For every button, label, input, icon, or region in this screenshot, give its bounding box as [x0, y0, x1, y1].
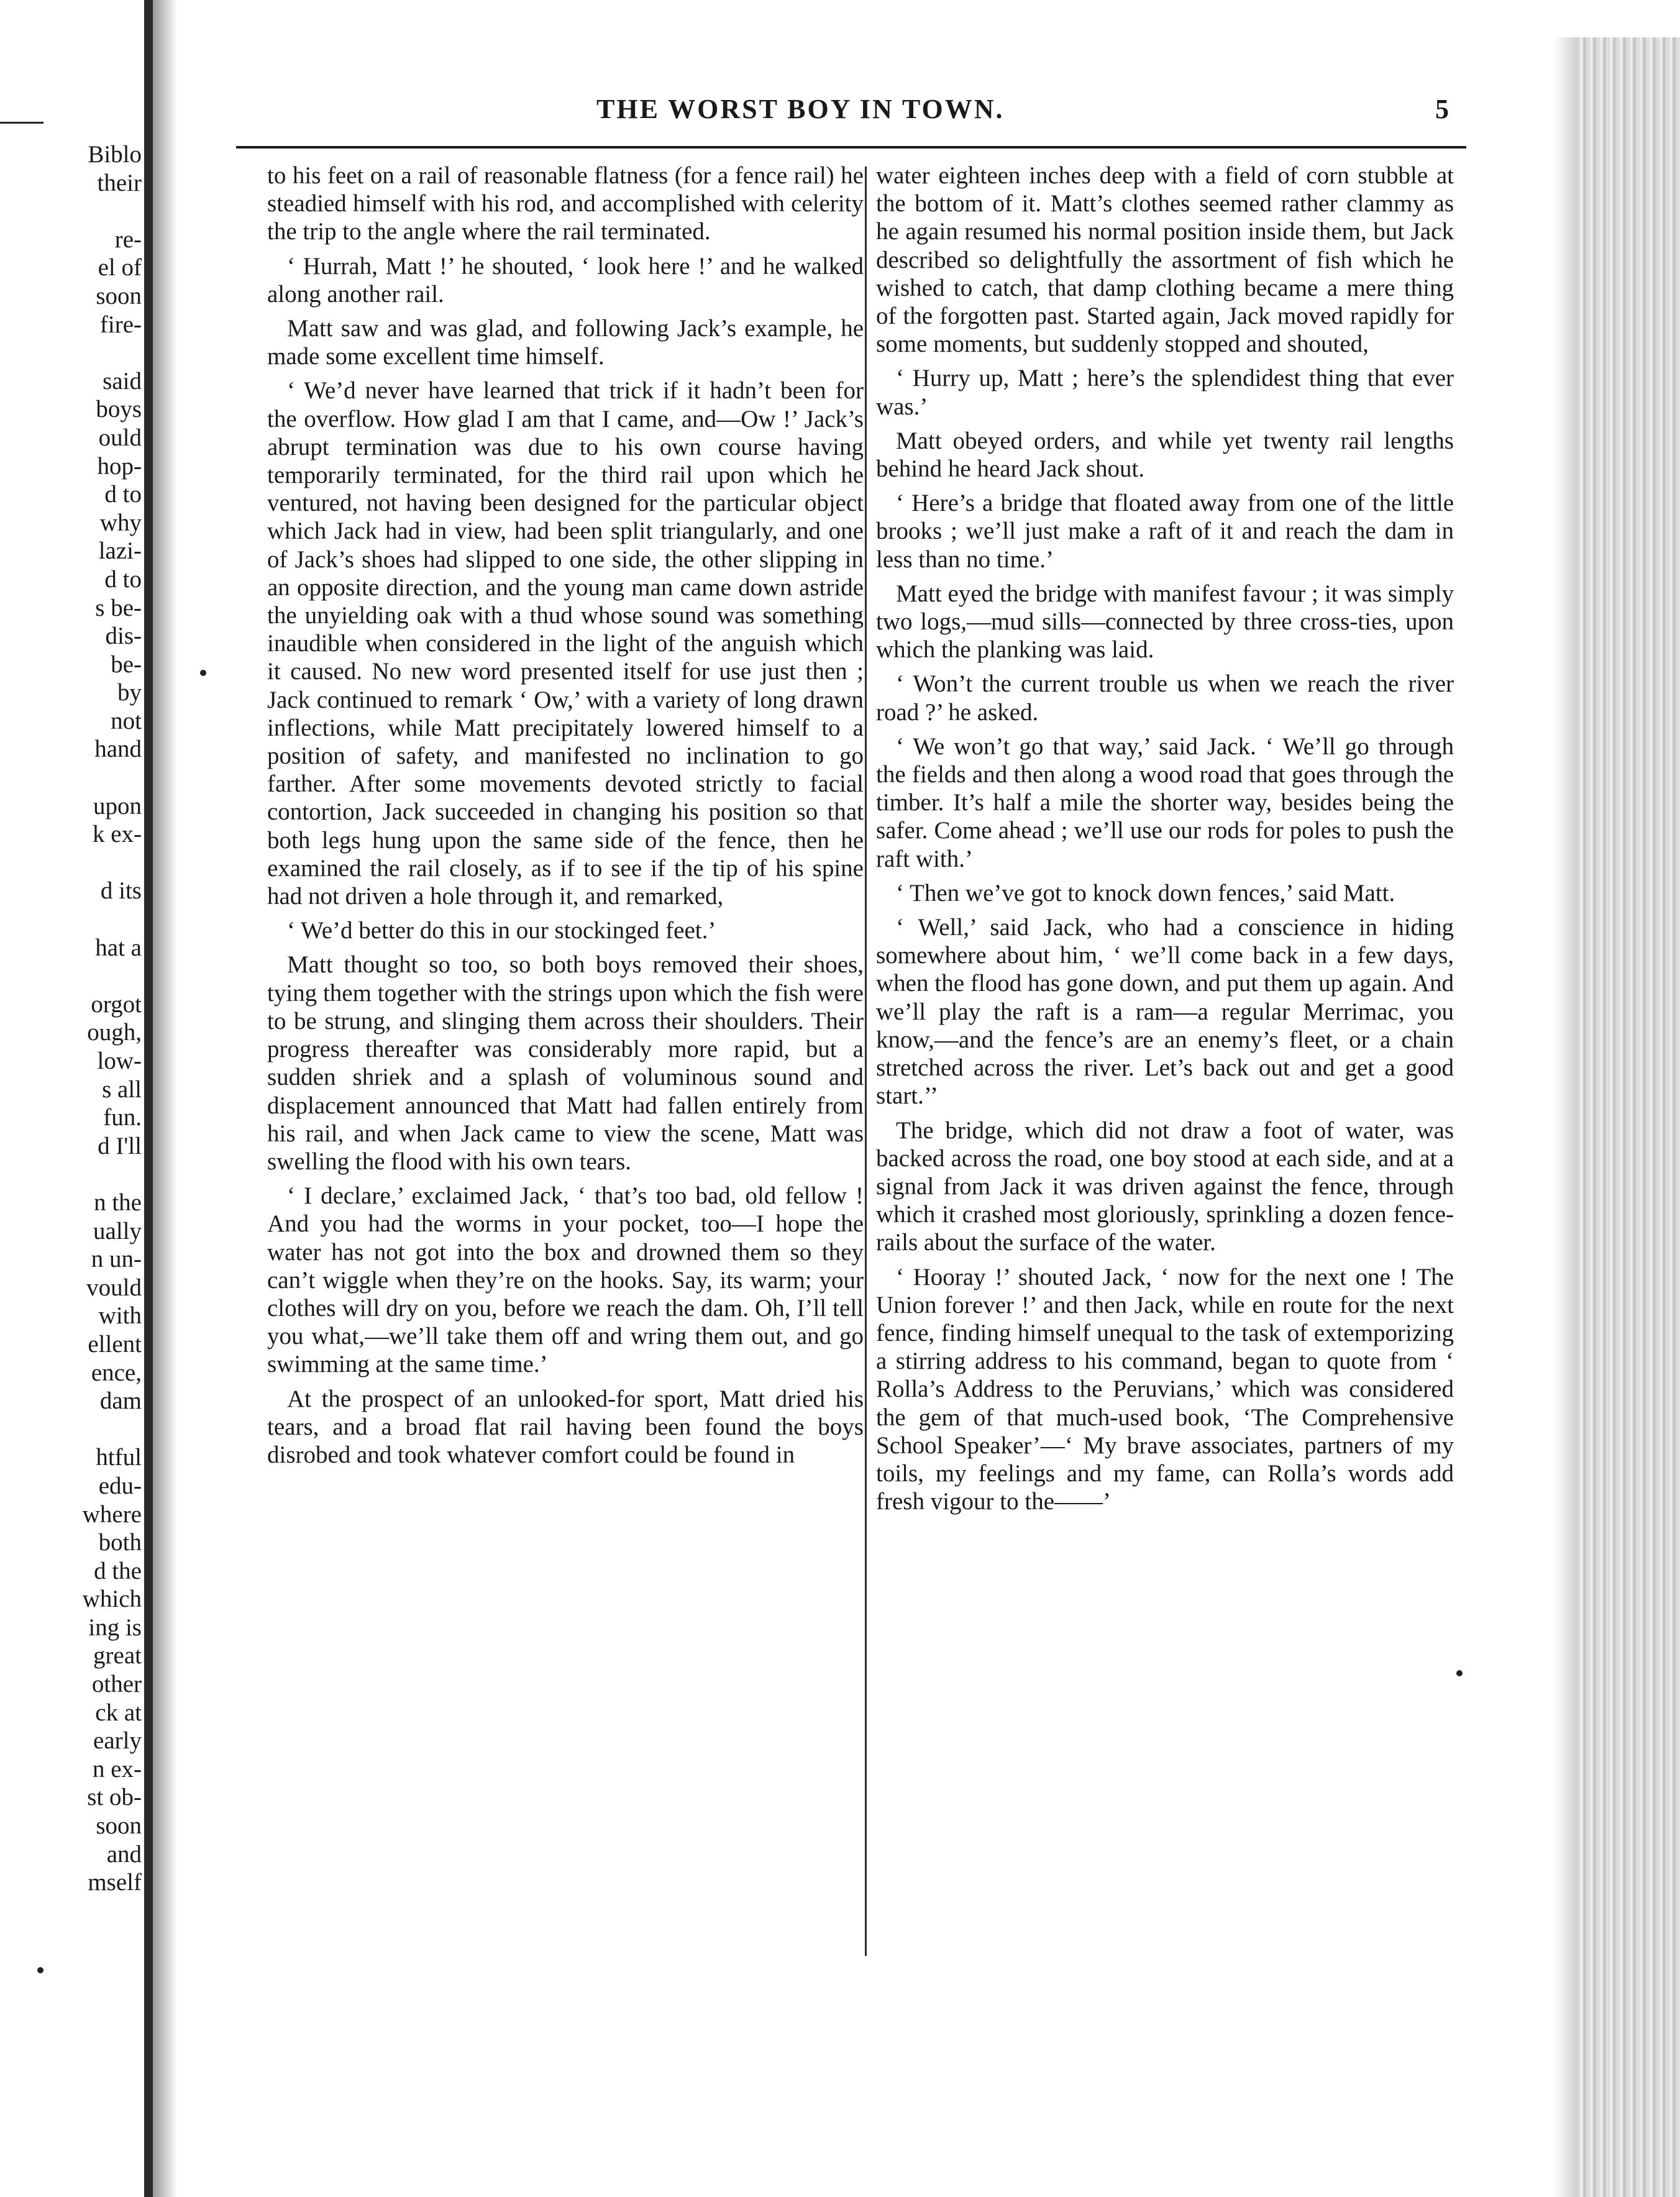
facing-page-line: ough, [87, 1019, 142, 1046]
facing-page-rule [0, 122, 43, 124]
facing-page-line: soon [96, 1812, 142, 1840]
facing-page-line: orgot [91, 990, 142, 1018]
print-speck [37, 1967, 43, 1973]
left-column [267, 162, 864, 1475]
paragraph: The bridge, which did not draw a foot of water, was backed across the road, one boy stood at each side, and at a signal from Jack it was driven against the fence, through which it crashed most gloriously, sprinkling a dozen fence-rails about the surface of the water. [876, 1117, 1454, 1256]
facing-page-line: dis- [105, 623, 142, 650]
right-column [876, 162, 1454, 1522]
facing-page-line: not [111, 707, 142, 734]
facing-page-line: d its [100, 877, 142, 905]
facing-page-line [0, 1415, 142, 1444]
facing-page-line: hop- [97, 452, 142, 480]
facing-page-line [0, 339, 142, 367]
paragraph: ‘ Then we’ve got to knock down fences,’ said Matt. [896, 879, 1395, 907]
paragraph: ‘ Hurry up, Matt ; here’s the splendidest thing that ever was.’ [876, 365, 1454, 420]
paragraph: ‘ Here’s a bridge that floated away from one of the little brooks ; we’ll just make a raft of it and reach the dam in less than no time.’ [876, 490, 1454, 573]
facing-page-line: why [99, 509, 142, 536]
page-edges [1578, 37, 1680, 2197]
gutter-shadow [153, 0, 178, 2197]
facing-page-line: soon [96, 282, 142, 309]
paragraph: water eighteen inches deep with a field of corn stubble at the bottom of it. Matt’s clothes seemed rather clammy as he again resumed his normal position inside them, but Jack described so delightfully the assortment of fish which he wished to catch, that damp clothing became a mere thing of the forgotten past. Started again, Jack moved rapidly for some moments, but suddenly stopped and shouted, [876, 162, 1454, 358]
running-title: THE WORST BOY IN TOWN. [596, 94, 1005, 124]
facing-page-line: upon [93, 792, 142, 820]
facing-page-line: said [103, 367, 142, 395]
paragraph: ‘ Well,’ said Jack, who had a conscience in hiding somewhere about him, ‘ we’ll come back in a few days, when the flood has gone down, and put them up again. And we’ll play the raft is a ram—a regular Merrimac, you know,—and the fence’s are an enemy’s fleet, or a chain stretched across the river. Let’s back out and get a good start.’’ [876, 914, 1454, 1110]
facing-page-line: fun. [103, 1104, 142, 1131]
facing-page-line: with [98, 1302, 142, 1330]
print-speck [200, 670, 206, 676]
facing-page-line: edu- [98, 1472, 142, 1499]
facing-page-line: n ex- [92, 1755, 142, 1783]
paragraph: Matt eyed the bridge with manifest favour ; it was simply two logs,—mud sills—connected by three cross-ties, upon which the planking was laid. [876, 580, 1454, 664]
paragraph: ‘ We’d never have learned that trick if it hadn’t been for the overflow. How glad I am that I came, and—Ow !’ Jack’s abrupt termination was due to his own course having temporarily terminated, for the third rail upon which he ventured, not having been designed for the particular object which Jack had in view, had been split triangularly, and one of Jack’s shoes had slipped to one side, the other slipping in an opposite direction, and the young man came down astride the unyielding oak with a thud whose sound was something inaudible when considered in the light of the anguish which it caused. No new word presented itself for use just then ; Jack continued to remark ‘ Ow,’ with a variety of long drawn inflections, while Matt precipitately lowered himself to a position of safety, and manifested no inclination to go farther. After some movements devoted strictly to facial contortion, Jack succeeded in changing his position so that both legs hung upon the same side of the fence, then he examined the rail closely, as if to see if the tip of his spine had not driven a hole through it, and remarked, [267, 377, 864, 910]
facing-page-line: ing is [88, 1614, 142, 1641]
facing-page-line: where [82, 1500, 142, 1528]
print-speck [1456, 1670, 1463, 1676]
facing-page-line [0, 764, 142, 792]
paragraph: Matt obeyed orders, and while yet twenty rail lengths behind he heard Jack shout. [876, 427, 1454, 483]
facing-page-line: d I'll [98, 1132, 142, 1159]
facing-page-line: re- [114, 226, 142, 253]
facing-page-line: ck at [95, 1699, 142, 1726]
facing-page-line: s all [102, 1076, 142, 1103]
facing-page-line: other [91, 1671, 142, 1698]
facing-page-line: Biblo [88, 141, 142, 168]
facing-page-line: ould [98, 424, 142, 451]
facing-page-line [0, 197, 142, 226]
facing-page-line: great [93, 1642, 142, 1669]
page-number: 5 [1435, 94, 1449, 124]
facing-page-text [0, 140, 142, 1897]
facing-page-line: vould [86, 1274, 142, 1301]
facing-page-line: which [82, 1586, 142, 1613]
facing-page-line: be- [111, 651, 142, 678]
facing-page-line: and [106, 1840, 142, 1868]
facing-page-line [0, 905, 142, 934]
facing-page-line: hat a [95, 934, 142, 961]
facing-page-line: ually [93, 1217, 142, 1245]
facing-page-line: n un- [91, 1246, 142, 1273]
facing-page-line: htful [96, 1444, 142, 1471]
facing-page-line [0, 849, 142, 877]
paragraph: ‘ We won’t go that way,’ said Jack. ‘ We’ll go through the fields and then along a wood road that goes through the timber. It’s half a mile the shorter way, besides being the safer. Come ahead ; we’ll use our rods for poles to push the raft with.’ [876, 733, 1454, 872]
paragraph: ‘ Hooray !’ shouted Jack, ‘ now for the next one ! The Union forever !’ and then Jack, while en route for the next fence, finding himself unequal to the task of extemporizing a stirring address to his command, began to quote from ‘ Rolla’s Address to the Peruvians,’ which was considered the gem of that much-used book, ‘The Comprehensive School Speaker’—‘ My brave associates, partners of my toils, my feelings and my fame, can Rolla’s words add fresh vigour to the——’ [876, 1263, 1454, 1515]
facing-page-line: ellent [88, 1330, 142, 1358]
header-rule [236, 146, 1466, 148]
page-header [261, 93, 1516, 137]
facing-page-line: hand [94, 736, 142, 763]
facing-page-line: dam [99, 1387, 142, 1415]
facing-page-line: d to [104, 565, 142, 593]
facing-page-line: st ob- [87, 1784, 142, 1811]
facing-page-line: n the [94, 1189, 142, 1216]
facing-page-line: fire- [99, 311, 142, 338]
paragraph: to his feet on a rail of reasonable flatness (for a fence rail) he steadied himself with his rod, and accomplished with celerity the trip to the angle where the rail terminated. [267, 162, 864, 245]
facing-page-line: s be- [95, 594, 142, 621]
facing-page-line [0, 1160, 142, 1189]
facing-page-line: d the [94, 1557, 142, 1584]
facing-page-line: lazi- [98, 537, 142, 565]
paragraph: ‘ I declare,’ exclaimed Jack, ‘ that’s too bad, old fellow ! And you had the worms in your pocket, too—I hope the water has not got into the box and drowned them so they can’t wiggle when they’re on the hooks. Say, its warm; your clothes will dry on you, before we reach the dam. Oh, I’ll tell you what,—we’ll take them off and wring them out, and go swimming at the same time.’ [267, 1182, 864, 1378]
facing-page-line: both [98, 1529, 142, 1556]
paragraph: At the prospect of an unlooked-for sport, Matt dried his tears, and a broad flat rail having been found the boys disrobed and took whatever comfort could be found in [267, 1385, 864, 1468]
book-gutter [144, 0, 153, 2197]
facing-page-line: early [93, 1727, 142, 1755]
facing-page-line [0, 962, 142, 990]
paragraph: Matt saw and was glad, and following Jack’s example, he made some excellent time himself. [267, 315, 864, 370]
facing-page-line: mself [88, 1869, 142, 1896]
paragraph: ‘ We’d better do this in our stockinged feet.’ [287, 917, 716, 944]
facing-page-line: k ex- [92, 821, 142, 848]
facing-page-line: low- [97, 1048, 142, 1074]
facing-page-line: el of [98, 254, 142, 281]
column-divider [865, 167, 867, 1956]
paragraph: Matt thought so too, so both boys removed their shoes, tying them together with the strings upon which the fish were to be strung, and slinging them across their shoulders. Their progress thereafter was considerably more rapid, but a sudden shriek and a splash of voluminous sound and displacement announced that Matt had fallen entirely from his rail, and when Jack came to view the scene, Matt was swelling the flood with his own tears. [267, 951, 864, 1175]
facing-page-line: their [97, 169, 142, 196]
facing-page-fragment [0, 0, 142, 2197]
page-edge-shadow [1553, 37, 1578, 2197]
paragraph: ‘ Won’t the current trouble us when we reach the river road ?’ he asked. [876, 670, 1454, 726]
facing-page-line: ence, [91, 1359, 142, 1386]
facing-page-line: boys [96, 396, 142, 423]
facing-page-line: by [117, 679, 142, 706]
paragraph: ‘ Hurrah, Matt !’ he shouted, ‘ look here !’ and he walked along another rail. [267, 252, 864, 308]
facing-page-line: d to [104, 481, 142, 508]
